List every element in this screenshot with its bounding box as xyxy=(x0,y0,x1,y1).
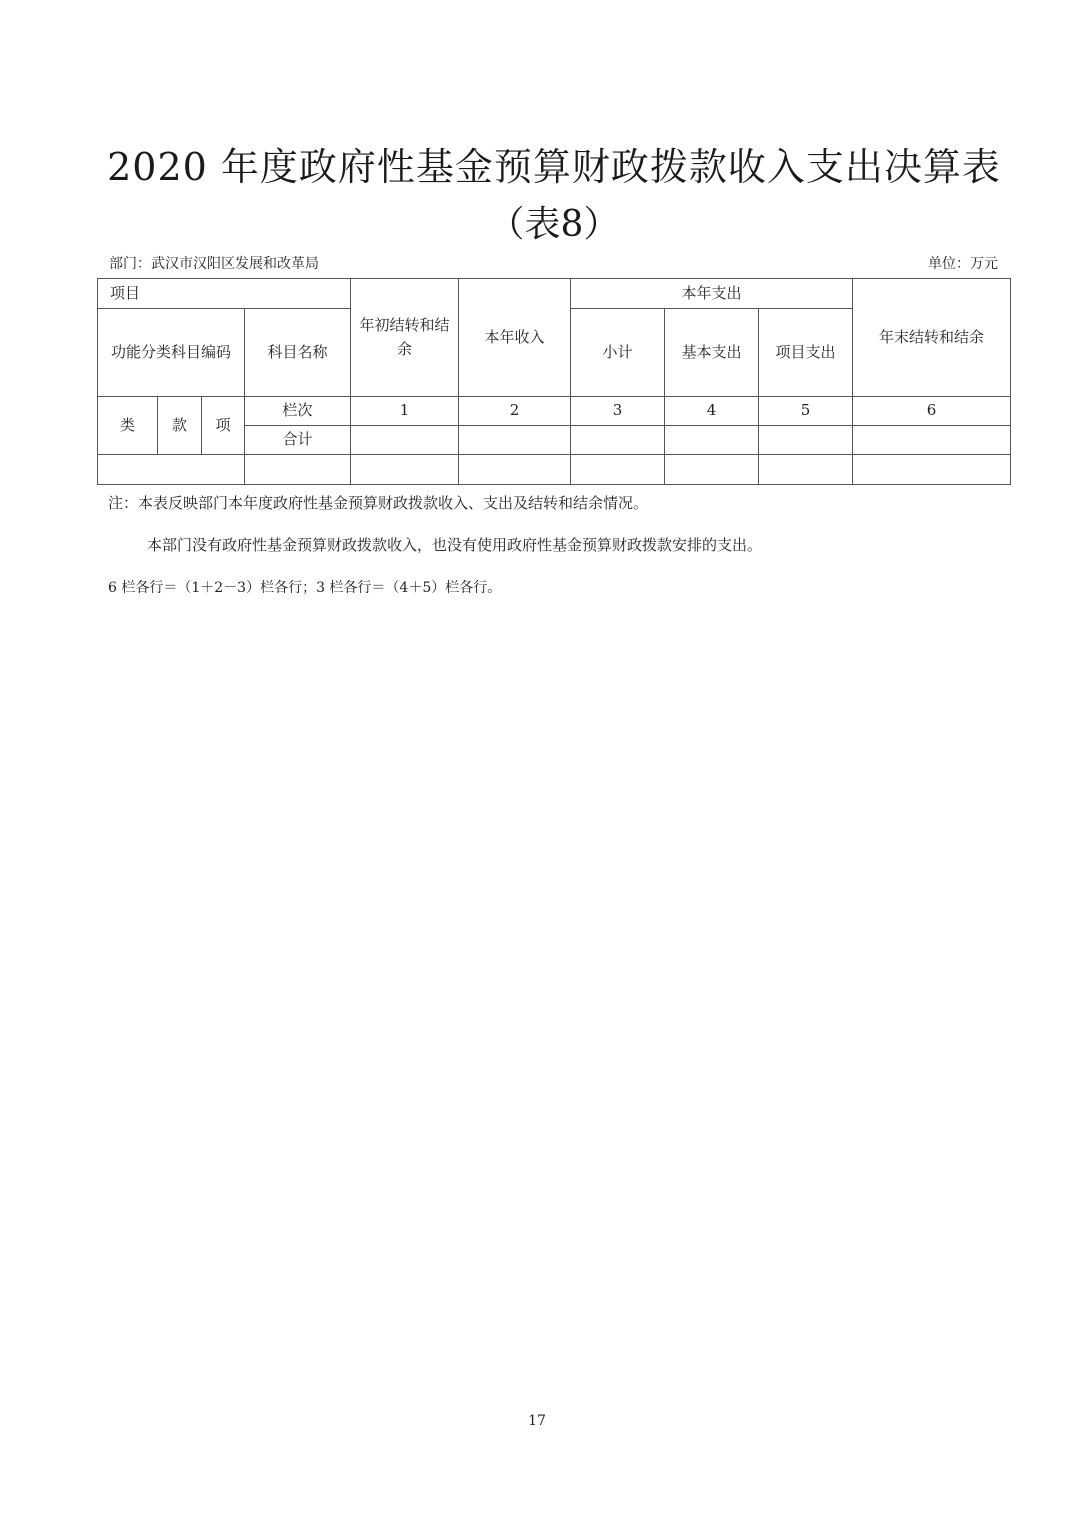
department-label: 部门：武汉市汉阳区发展和改革局 xyxy=(109,256,319,272)
total-cell xyxy=(665,426,759,455)
column-index: 6 xyxy=(853,397,1011,426)
total-cell xyxy=(459,426,571,455)
total-label: 合计 xyxy=(245,426,351,455)
empty-cell xyxy=(351,455,459,485)
empty-cell xyxy=(665,455,759,485)
empty-cell xyxy=(245,455,351,485)
column-index: 5 xyxy=(759,397,853,426)
empty-cell xyxy=(853,455,1011,485)
column-index-label: 栏次 xyxy=(245,397,351,426)
table-row xyxy=(98,455,1011,485)
empty-cell xyxy=(459,455,571,485)
header-section: 款 xyxy=(158,397,202,455)
header-item: 项 xyxy=(202,397,245,455)
empty-cell xyxy=(759,455,853,485)
header-basic: 基本支出 xyxy=(665,309,759,397)
table-subtitle: （表8） xyxy=(488,204,620,245)
header-subtotal: 小计 xyxy=(571,309,665,397)
note-formula: 6 栏各行＝（1＋2－3）栏各行；3 栏各行＝（4＋5）栏各行。 xyxy=(108,580,502,596)
header-code: 功能分类科目编码 xyxy=(98,309,245,397)
column-index: 4 xyxy=(665,397,759,426)
header-project: 项目 xyxy=(98,279,351,309)
fund-table xyxy=(97,278,1011,485)
column-index: 3 xyxy=(571,397,665,426)
total-cell xyxy=(351,426,459,455)
header-subject-name: 科目名称 xyxy=(245,309,351,397)
total-cell xyxy=(571,426,665,455)
page-number: 17 xyxy=(528,1413,546,1429)
total-cell xyxy=(759,426,853,455)
header-income: 本年收入 xyxy=(459,279,571,397)
header-project-expense: 项目支出 xyxy=(759,309,853,397)
header-class: 类 xyxy=(98,397,158,455)
total-cell xyxy=(853,426,1011,455)
unit-label: 单位：万元 xyxy=(928,256,998,272)
empty-cell xyxy=(571,455,665,485)
header-end-balance: 年末结转和结余 xyxy=(853,279,1011,397)
column-index: 1 xyxy=(351,397,459,426)
header-expense: 本年支出 xyxy=(571,279,853,309)
header-begin-balance: 年初结转和结余 xyxy=(351,279,459,397)
note-description: 注：本表反映部门本年度政府性基金预算财政拨款收入、支出及结转和结余情况。 xyxy=(108,494,649,512)
empty-cell xyxy=(98,455,245,485)
table-title: 2020 年度政府性基金预算财政拨款收入支出决算表 xyxy=(107,145,1001,189)
column-index: 2 xyxy=(459,397,571,426)
note-no-data: 本部门没有政府性基金预算财政拨款收入，也没有使用政府性基金预算财政拨款安排的支出。 xyxy=(147,536,763,554)
